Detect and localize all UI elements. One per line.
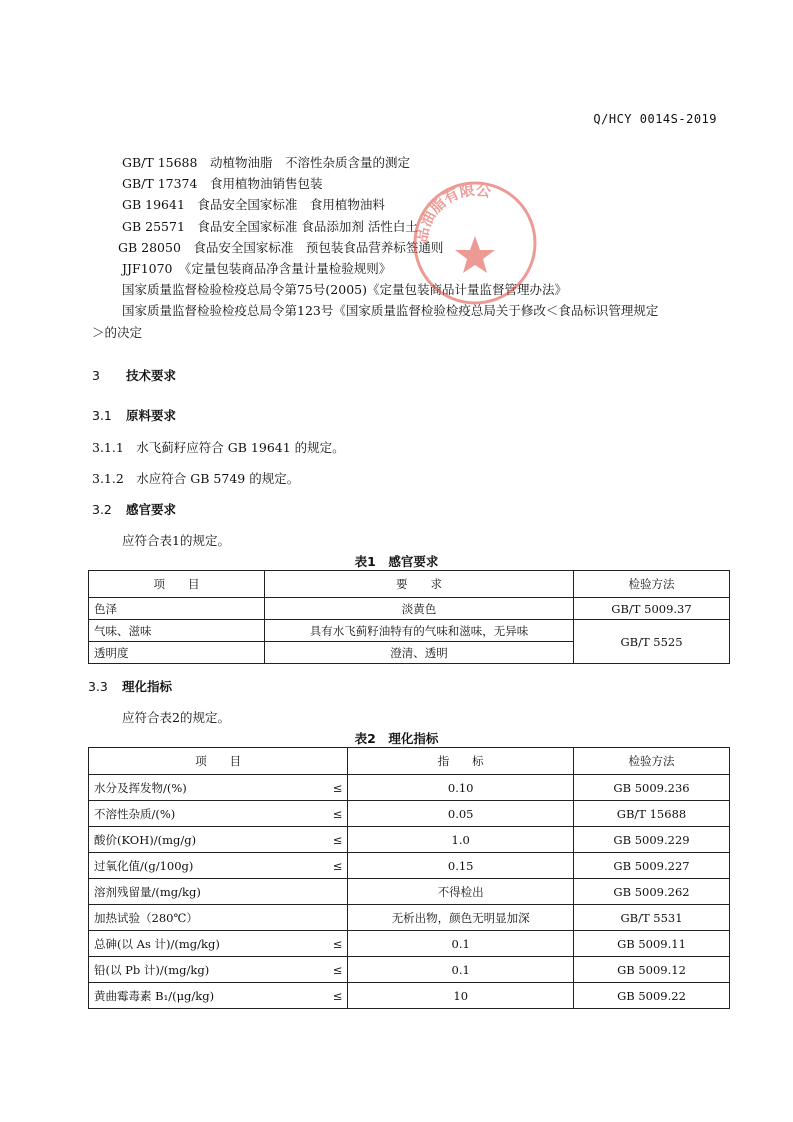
section-3-2-text: 应符合表1的规定。 <box>122 533 230 548</box>
col-header-method: 检验方法 <box>574 571 730 598</box>
col-header-method: 检验方法 <box>574 748 730 775</box>
cell-item: 黄曲霉毒素 B₁/(μg/kg) <box>89 983 320 1009</box>
cell-requirement: 淡黄色 <box>265 598 574 620</box>
reference-line: 国家质量监督检验检疫总局令第75号(2005)《定量包装商品计量监督管理办法》 <box>122 282 567 298</box>
reference-line: GB 25571 食品安全国家标准 食品添加剂 活性白土 <box>122 218 418 234</box>
cell-value: 不得检出 <box>348 879 574 905</box>
clause-3-1-2: 3.1.2 水应符合 GB 5749 的规定。 <box>92 471 300 486</box>
cell-method: GB/T 5531 <box>574 905 730 931</box>
cell-value: 0.1 <box>348 931 574 957</box>
col-header-indicator: 指 标 <box>348 748 574 775</box>
cell-item: 总砷(以 As 计)/(mg/kg) <box>89 931 320 957</box>
table-row <box>89 879 730 905</box>
cell-operator: ≤ <box>319 827 348 853</box>
cell-item: 铅(以 Pb 计)/(mg/kg) <box>89 957 320 983</box>
cell-operator <box>319 905 348 931</box>
cell-operator: ≤ <box>319 801 348 827</box>
cell-method: GB 5009.229 <box>574 827 730 853</box>
svg-text:品油脂有限公: 品油脂有限公 <box>412 180 493 244</box>
physicochemical-table <box>88 747 730 1009</box>
cell-item: 过氧化值/(g/100g) <box>89 853 320 879</box>
cell-value: 0.1 <box>348 957 574 983</box>
col-header-item: 项 目 <box>89 571 265 598</box>
normative-references <box>92 152 722 343</box>
section-3-3-heading: 3.3 理化指标 <box>88 679 173 694</box>
table-row <box>89 957 730 983</box>
table-row <box>89 853 730 879</box>
table-row <box>89 827 730 853</box>
cell-value: 0.15 <box>348 853 574 879</box>
table-row <box>89 775 730 801</box>
cell-operator: ≤ <box>319 931 348 957</box>
section-3-2-heading: 3.2 感官要求 <box>92 502 177 517</box>
cell-method: GB 5009.22 <box>574 983 730 1009</box>
cell-item: 色泽 <box>89 598 265 620</box>
cell-operator: ≤ <box>319 983 348 1009</box>
cell-item: 酸价(KOH)/(mg/g) <box>89 827 320 853</box>
cell-operator: ≤ <box>319 775 348 801</box>
cell-item: 不溶性杂质/(%) <box>89 801 320 827</box>
table-1-caption: 表1 感官要求 <box>354 554 439 569</box>
cell-method: GB/T 5525 <box>574 620 730 664</box>
cell-value: 1.0 <box>348 827 574 853</box>
cell-requirement: 具有水飞蓟籽油特有的气味和滋味，无异味 <box>265 620 574 642</box>
cell-method: GB 5009.12 <box>574 957 730 983</box>
cell-item: 溶剂残留量/(mg/kg) <box>89 879 320 905</box>
cell-value: 无析出物，颜色无明显加深 <box>348 905 574 931</box>
section-3-1-heading: 3.1 原料要求 <box>92 408 177 423</box>
cell-item: 水分及挥发物/(%) <box>89 775 320 801</box>
cell-item: 气味、滋味 <box>89 620 265 642</box>
table-row <box>89 905 730 931</box>
table-row <box>89 598 730 620</box>
cell-item: 透明度 <box>89 642 265 664</box>
table-row <box>89 931 730 957</box>
cell-method: GB 5009.262 <box>574 879 730 905</box>
cell-operator: ≤ <box>319 853 348 879</box>
clause-3-1-1: 3.1.1 水飞蓟籽应符合 GB 19641 的规定。 <box>92 440 345 455</box>
table-2-caption: 表2 理化指标 <box>354 731 439 746</box>
cell-operator: ≤ <box>319 957 348 983</box>
reference-line: GB 19641 食品安全国家标准 食用植物油料 <box>122 197 385 213</box>
cell-value: 0.10 <box>348 775 574 801</box>
section-3-3-text: 应符合表2的规定。 <box>122 710 230 725</box>
table-row <box>89 983 730 1009</box>
cell-operator <box>319 879 348 905</box>
cell-requirement: 澄清、透明 <box>265 642 574 664</box>
cell-value: 0.05 <box>348 801 574 827</box>
reference-line: GB/T 17374 食用植物油销售包装 <box>122 176 323 192</box>
cell-item: 加热试验（280℃） <box>89 905 320 931</box>
reference-line: ＞的决定 <box>92 324 143 340</box>
reference-line: 国家质量监督检验检疫总局令第123号《国家质量监督检验检疫总局关于修改＜食品标识管理规定 <box>122 303 659 319</box>
cell-method: GB/T 15688 <box>574 801 730 827</box>
table-row <box>89 620 730 642</box>
col-header-requirement: 要 求 <box>265 571 574 598</box>
section-3-heading: 3 技术要求 <box>92 368 177 383</box>
company-seal <box>410 178 540 308</box>
cell-method: GB 5009.11 <box>574 931 730 957</box>
cell-value: 10 <box>348 983 574 1009</box>
sensory-table <box>88 570 730 664</box>
reference-line: GB 28050 食品安全国家标准 预包装食品营养标签通则 <box>118 239 444 255</box>
table-row <box>89 801 730 827</box>
cell-method: GB 5009.236 <box>574 775 730 801</box>
cell-method: GB 5009.227 <box>574 853 730 879</box>
reference-line: JJF1070 《定量包装商品净含量计量检验规则》 <box>122 260 392 276</box>
col-header-item: 项 目 <box>89 748 348 775</box>
standard-number: Q/HCY 0014S-2019 <box>593 112 717 126</box>
cell-method: GB/T 5009.37 <box>574 598 730 620</box>
reference-line: GB/T 15688 动植物油脂 不溶性杂质含量的测定 <box>122 155 410 170</box>
